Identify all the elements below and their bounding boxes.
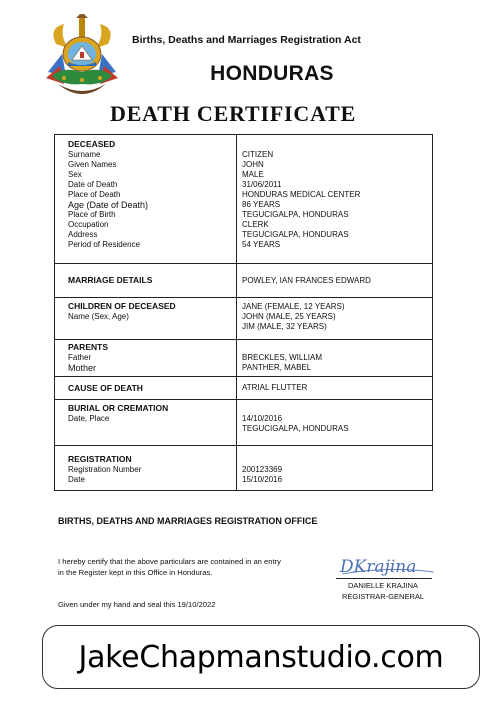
burial-heading: BURIAL OR CREMATION [68,403,169,414]
certificate-table [54,134,433,491]
field-label: Date of Death [68,180,118,189]
field-value: CITIZEN [242,150,274,159]
burial-section [55,400,433,446]
certification-line: in the Register kept in this Office in Honduras. [58,568,213,577]
field-label: Name (Sex, Age) [68,312,129,322]
signature-text: DKrajina [340,557,417,577]
act-heading: Births, Deaths and Marriages Registration Act [132,34,361,46]
marriage-section [55,264,433,298]
child-value: JIM (MALE, 32 YEARS) [242,322,327,332]
field-label: Occupation [68,220,109,229]
field-label: Date [68,475,85,485]
field-value: MALE [242,170,264,179]
registration-number-value: 200123369 [242,465,283,475]
watermark-banner: JakeChapmanstudio.com [42,625,480,689]
burial-place-value: TEGUCIGALPA, HONDURAS [242,424,349,434]
deceased-section [55,135,433,264]
father-value: BRECKLES, WILLIAM [242,353,323,363]
field-value: 31/06/2011 [242,180,282,189]
registration-section [55,446,433,491]
parents-section [55,340,433,377]
field-label: Age (Date of Death) [68,200,149,210]
field-value: TEGUCIGALPA, HONDURAS [242,230,349,239]
children-heading: CHILDREN OF DECEASED [68,301,176,312]
children-section [55,298,433,340]
country-heading: HONDURAS [210,62,334,85]
registrar-block [330,580,436,602]
field-label: Date, Place [68,414,110,424]
field-value: CLERK [242,220,269,229]
cause-value: ATRIAL FLUTTER [242,383,308,393]
child-value: JANE (FEMALE, 12 YEARS) [242,302,345,312]
given-under-hand-text: Given under my hand and seal this 19/10/2022 [58,600,216,609]
field-label: Period of Residence [68,240,141,249]
field-value: 54 YEARS [242,240,281,249]
field-label: Place of Birth [68,210,116,219]
field-label: Sex [68,170,82,179]
cause-heading: CAUSE OF DEATH [68,382,143,393]
field-value: HONDURAS MEDICAL CENTER [242,190,361,199]
cause-section [55,377,433,400]
field-label: Given Names [68,160,117,169]
certification-text [58,556,308,578]
document-title: DEATH CERTIFICATE [110,101,357,126]
spouse-value: POWLEY, IAN FRANCES EDWARD [242,275,371,285]
marriage-heading: MARRIAGE DETAILS [68,275,153,286]
signature-line [336,578,432,579]
field-value: 86 YEARS [242,200,281,209]
mother-value: PANTHER, MABEL [242,363,312,373]
child-value: JOHN (MALE, 25 YEARS) [242,312,336,322]
field-label: Place of Death [68,190,121,199]
field-label: Registration Number [68,465,142,475]
field-label: Mother [68,363,97,374]
field-label: Surname [68,150,101,159]
registration-date-value: 15/10/2016 [242,475,283,485]
office-heading: BIRTHS, DEATHS AND MARRIAGES REGISTRATION OFFICE [58,516,318,526]
field-label: Address [68,230,98,239]
burial-date-value: 14/10/2016 [242,414,283,424]
deceased-heading: DECEASED [68,139,116,149]
certification-line: I hereby certify that the above particulars are contained in an entry [58,557,281,566]
parents-heading: PARENTS [68,342,108,353]
registrar-title: REGISTRAR-GENERAL [341,592,425,601]
field-value: JOHN [242,160,264,169]
field-value: TEGUCIGALPA, HONDURAS [242,210,349,219]
registrar-name: DANIELLE KRAJINA [347,581,419,590]
registration-heading: REGISTRATION [68,454,132,465]
registrar-signature [338,552,438,578]
field-label: Father [68,353,92,363]
